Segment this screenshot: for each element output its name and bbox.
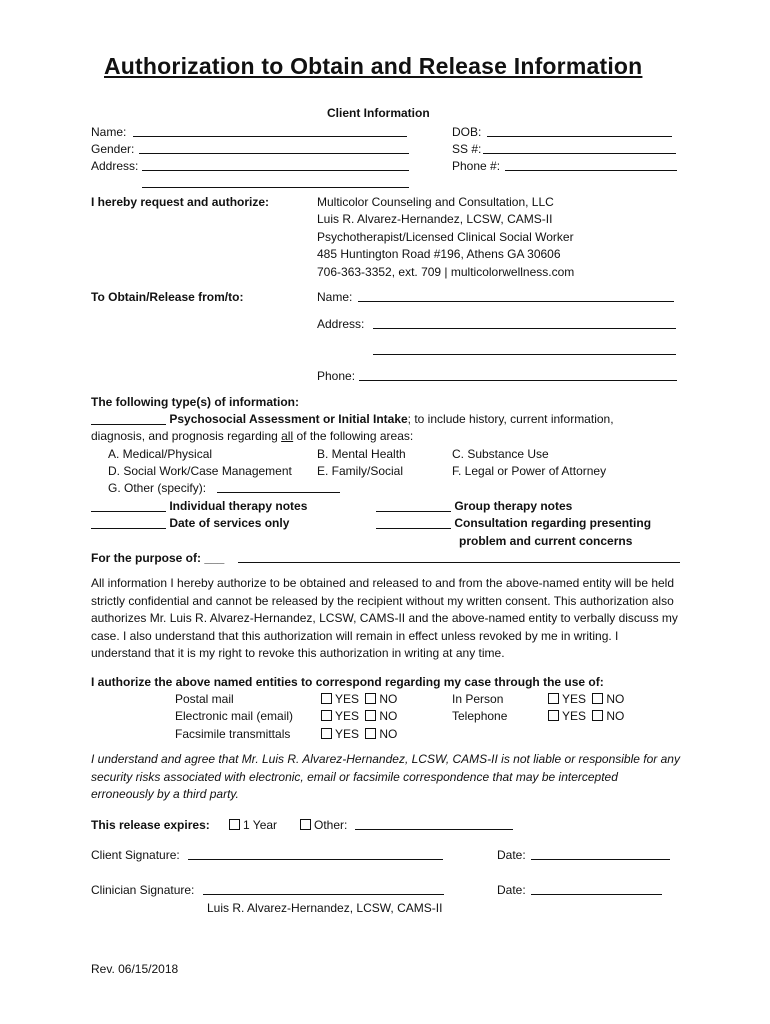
- phone-field[interactable]: [505, 158, 677, 171]
- client-address-field-2[interactable]: [142, 175, 409, 188]
- diagnosis-post: of the following areas:: [293, 429, 414, 443]
- psychosocial-blank[interactable]: [91, 412, 166, 425]
- clinician-signature-label: Clinician Signature:: [91, 883, 195, 897]
- email-options: [321, 708, 397, 724]
- area-a: A. Medical/Physical: [108, 447, 213, 461]
- group-blank[interactable]: [376, 499, 451, 512]
- fax-yes-checkbox[interactable]: [321, 728, 332, 739]
- client-signature-label: Client Signature:: [91, 848, 180, 862]
- yes-label: YES: [562, 709, 587, 723]
- purpose-field[interactable]: [238, 550, 680, 563]
- entity-name-label: Name:: [317, 290, 353, 304]
- address-label: Address:: [91, 159, 139, 173]
- dates-row: [91, 515, 289, 531]
- yes-label: YES: [335, 709, 360, 723]
- client-date-label: Date:: [497, 848, 526, 862]
- types-heading: The following type(s) of information:: [91, 395, 299, 409]
- fax-no-checkbox[interactable]: [365, 728, 376, 739]
- yes-label: YES: [335, 692, 360, 706]
- name-label: Name:: [91, 125, 127, 139]
- diagnosis-pre: diagnosis, and prognosis regarding: [91, 429, 282, 443]
- email-no-checkbox[interactable]: [365, 710, 376, 721]
- individual-label: Individual therapy notes: [169, 499, 308, 513]
- postal-yes-checkbox[interactable]: [321, 693, 332, 704]
- area-f: F. Legal or Power of Attorney: [452, 464, 607, 478]
- clinician-signature-field[interactable]: [203, 882, 444, 895]
- in-person-label: In Person: [452, 692, 504, 706]
- other-expiry-field[interactable]: [355, 817, 513, 830]
- yes-label: YES: [335, 727, 360, 741]
- entity-address-field-2[interactable]: [373, 342, 676, 355]
- provider-line: Psychotherapist/Licensed Clinical Social Worker: [317, 230, 574, 244]
- diagnosis-all: all: [281, 429, 294, 443]
- other-specify-field[interactable]: [217, 480, 340, 493]
- request-label: I hereby request and authorize:: [91, 195, 270, 209]
- telephone-label: Telephone: [452, 709, 508, 723]
- one-year-option: [229, 817, 277, 833]
- entity-address-label: Address:: [317, 317, 365, 331]
- revision-date: Rev. 06/15/2018: [91, 962, 179, 976]
- email-label: Electronic mail (email): [175, 709, 294, 723]
- purpose-label: For the purpose of: ___: [91, 551, 225, 565]
- area-g: G. Other (specify):: [108, 481, 207, 495]
- entity-address-field[interactable]: [373, 316, 676, 329]
- psychosocial-label: Psychosocial Assessment or Initial Intake: [169, 412, 408, 426]
- client-gender-field[interactable]: [139, 141, 409, 154]
- obtain-label: To Obtain/Release from/to:: [91, 290, 244, 304]
- area-b: B. Mental Health: [317, 447, 406, 461]
- telephone-options: [548, 708, 624, 724]
- no-label: NO: [379, 727, 398, 741]
- phone-label: Phone #:: [452, 159, 501, 173]
- client-date-field[interactable]: [531, 847, 670, 860]
- telephone-yes-checkbox[interactable]: [548, 710, 559, 721]
- form-title: Authorization to Obtain and Release Information: [104, 53, 643, 79]
- liability-text: I understand and agree that Mr. Luis R. Alvarez-Hernandez, LCSW, CAMS-II is not liable or responsible for any security risks associated with electronic, email or facsimile correspondence that may be intercepted erroneously by a third party.: [91, 752, 680, 801]
- postal-label: Postal mail: [175, 692, 234, 706]
- client-address-field[interactable]: [142, 158, 409, 171]
- dob-field[interactable]: [487, 124, 672, 137]
- consult-label: Consultation regarding presenting: [454, 516, 652, 530]
- dates-blank[interactable]: [91, 516, 166, 529]
- diagnosis-row: [91, 428, 413, 444]
- provider-line: Multicolor Counseling and Consultation, LLC: [317, 195, 554, 209]
- dob-label: DOB:: [452, 125, 482, 139]
- area-c: C. Substance Use: [452, 447, 549, 461]
- postal-no-checkbox[interactable]: [365, 693, 376, 704]
- area-e: E. Family/Social: [317, 464, 404, 478]
- no-label: NO: [379, 709, 398, 723]
- ss-field[interactable]: [483, 141, 676, 154]
- entity-phone-label: Phone:: [317, 369, 356, 383]
- clinician-name: Luis R. Alvarez-Hernandez, LCSW, CAMS-II: [207, 901, 443, 915]
- other-checkbox[interactable]: [300, 819, 311, 830]
- dates-label: Date of services only: [169, 516, 290, 530]
- consult-row: [376, 515, 651, 531]
- individual-row: [91, 498, 307, 514]
- fax-options: [321, 726, 397, 742]
- fax-label: Facsimile transmittals: [175, 727, 291, 741]
- individual-blank[interactable]: [91, 499, 166, 512]
- gender-label: Gender:: [91, 142, 135, 156]
- entity-name-field[interactable]: [358, 289, 674, 302]
- provider-line: 706-363-3352, ext. 709 | multicolorwellness.com: [317, 265, 575, 279]
- confidentiality-text: All information I hereby authorize to be obtained and released to and from the above-named entity will be held strictly confidential and cannot be released by the recipient without my written consent. This authorization also authorizes Mr. Luis R. Alvarez-Hernandez, LCSW, CAMS-II and the above-named entity to verbally discuss my case. I also understand that this authorization will remain in effect unless revoked by me in writing. I understand that it is my right to revoke this authorization in writing at any time.: [91, 576, 678, 660]
- one-year-checkbox[interactable]: [229, 819, 240, 830]
- email-yes-checkbox[interactable]: [321, 710, 332, 721]
- ss-label: SS #:: [452, 142, 482, 156]
- psychosocial-rest: ; to include history, current information,: [407, 412, 614, 426]
- no-label: NO: [606, 709, 625, 723]
- entity-phone-field[interactable]: [359, 368, 677, 381]
- postal-options: [321, 691, 397, 707]
- yes-label: YES: [562, 692, 587, 706]
- client-name-field[interactable]: [133, 124, 407, 137]
- client-info-heading: Client Information: [327, 106, 430, 120]
- consult-blank[interactable]: [376, 516, 451, 529]
- other-option: [300, 817, 347, 833]
- client-signature-field[interactable]: [188, 847, 443, 860]
- in-person-options: [548, 691, 624, 707]
- telephone-no-checkbox[interactable]: [592, 710, 603, 721]
- area-d: D. Social Work/Case Management: [108, 464, 292, 478]
- provider-line: Luis R. Alvarez-Hernandez, LCSW, CAMS-II: [317, 212, 553, 226]
- provider-line: 485 Huntington Road #196, Athens GA 30606: [317, 247, 561, 261]
- consult-label-2: problem and current concerns: [459, 534, 633, 548]
- psychosocial-row: [91, 411, 614, 427]
- no-label: NO: [606, 692, 625, 706]
- other-label: Other:: [314, 818, 348, 832]
- correspond-heading: I authorize the above named entities to correspond regarding my case through the use of:: [91, 675, 604, 689]
- in-person-yes-checkbox[interactable]: [548, 693, 559, 704]
- group-label: Group therapy notes: [454, 499, 573, 513]
- expires-label: This release expires:: [91, 818, 210, 832]
- clinician-date-label: Date:: [497, 883, 526, 897]
- group-row: [376, 498, 572, 514]
- clinician-date-field[interactable]: [531, 882, 662, 895]
- one-year-label: 1 Year: [243, 818, 278, 832]
- in-person-no-checkbox[interactable]: [592, 693, 603, 704]
- no-label: NO: [379, 692, 398, 706]
